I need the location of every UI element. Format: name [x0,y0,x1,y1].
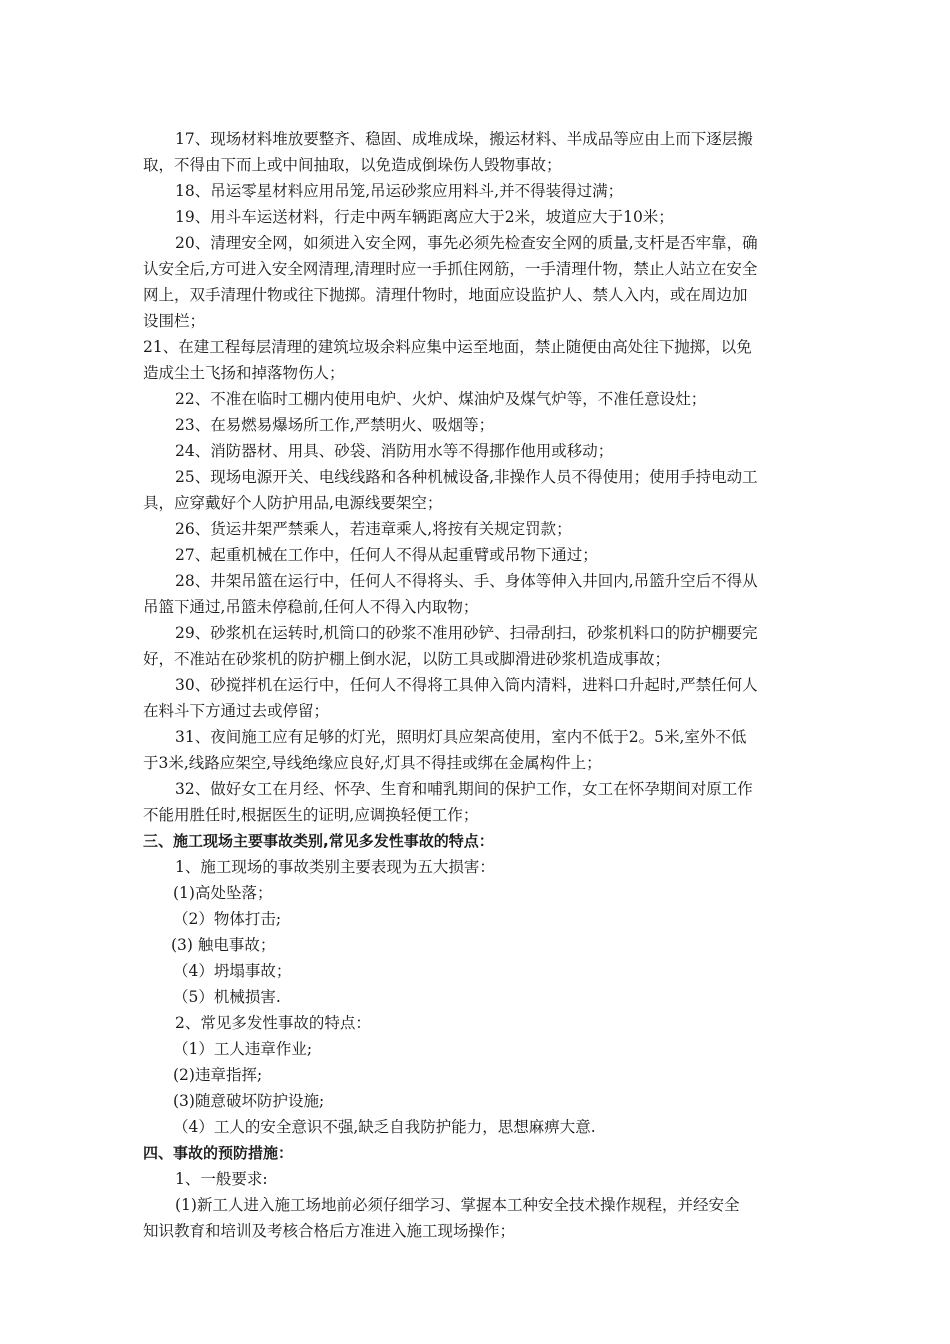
text-line: 设围栏； [143,312,206,330]
text-line: 在料斗下方通过去或停留； [143,702,330,720]
text-line: 18、吊运零星材料应用吊笼,吊运砂浆应用料斗,并不得装得过满； [175,182,624,200]
text-line: (1)高处坠落； [173,884,273,902]
text-line: 23、在易燃易爆场所工作,严禁明火、吸烟等； [175,416,495,434]
document-body [143,126,803,1244]
text-line: 网上，双手清理什物或往下抛掷。清理什物时，地面应设监护人、禁人入内，或在周边加 [143,286,748,304]
text-line: 吊篮下通过,吊篮未停稳前,任何人不得入内取物； [143,598,479,616]
text-line: (3) 触电事故； [171,936,276,954]
section-heading: 三、施工现场主要事故类别,常见多发性事故的特点： [143,832,494,850]
text-line: 32、做好女工在月经、怀孕、生育和哺乳期间的保护工作，女工在怀孕期间对原工作 [175,780,753,798]
text-line: （4）坍塌事故； [173,962,292,980]
text-line: 于3米,线路应架空,导线绝缘应良好,灯具不得挂或绑在金属构件上； [143,754,602,772]
text-line: 22、不准在临时工棚内使用电炉、火炉、煤油炉及煤气炉等，不准任意设灶； [175,390,707,408]
text-line: (1)新工人进入施工场地前必须仔细学习、掌握本工种安全技术操作规程，并经安全 [175,1196,740,1214]
text-line: （2）物体打击; [173,910,282,928]
text-line: 17、现场材料堆放要整齐、稳固、成堆成垛，搬运材料、半成品等应由上而下逐层搬 [175,130,753,148]
text-line: 具，应穿戴好个人防护用品,电源线要架空； [143,494,443,512]
text-line: 27、起重机械在工作中，任何人不得从起重臂或吊物下通过； [175,546,598,564]
text-line: 24、消防器材、用具、砂袋、消防用水等不得挪作他用或移动； [175,442,614,460]
text-line: 26、货运井架严禁乘人，若违章乘人,将按有关规定罚款； [175,520,572,538]
text-line: 31、夜间施工应有足够的灯光，照明灯具应架高使用，室内不低于2。5米,室外不低 [175,728,747,746]
text-line: 造成尘土飞扬和掉落物伤人； [143,364,345,382]
text-line: 29、砂浆机在运转时,机筒口的砂浆不准用砂铲、扫帚刮扫，砂浆机料口的防护棚要完 [175,624,758,642]
text-line: (2)违章指挥; [173,1066,263,1084]
text-line: （4）工人的安全意识不强,缺乏自我防护能力，思想麻痹大意. [173,1118,596,1136]
text-line: 好，不准站在砂浆机的防护棚上倒水泥，以防工具或脚滑进砂浆机造成事故； [143,650,671,668]
text-line: 20、清理安全网，如须进入安全网，事先必须先检查安全网的质量,支杆是否牢靠，确 [175,234,758,252]
text-line: 1、一般要求: [175,1170,268,1188]
text-line: 取，不得由下而上或中间抽取，以免造成倒垛伤人毁物事故； [143,156,562,174]
text-line: 不能用胜任时,根据医生的证明,应调换轻便工作； [143,806,479,824]
text-line: （5）机械损害. [173,988,281,1006]
text-line: 30、砂搅拌机在运行中，任何人不得将工具伸入筒内清料，进料口升起时,严禁任何人 [175,676,758,694]
text-line: 19、用斗车运送材料，行走中两车辆距离应大于2米，坡道应大于10米； [175,208,674,226]
text-line: 认安全后,方可进入安全网清理,清理时应一手抓住网筋，一手清理什物，禁止人站立在安全 [143,260,758,278]
text-line: 28、井架吊篮在运行中，任何人不得将头、手、身体等伸入井回内,吊篮升空后不得从 [175,572,758,590]
text-line: (3)随意破坏防护设施; [173,1092,325,1110]
text-line: （1）工人违章作业; [173,1040,313,1058]
text-line: 21、在建工程每层清理的建筑垃圾余料应集中运至地面，禁止随便由高处往下抛掷，以免 [143,338,752,356]
text-line: 2、常见多发性事故的特点： [175,1014,371,1032]
section-heading: 四、事故的预防措施： [143,1144,294,1162]
text-line: 25、现场电源开关、电线线路和各种机械设备,非操作人员不得使用；使用手持电动工 [175,468,758,486]
text-line: 知识教育和培训及考核合格后方准进入施工现场操作； [143,1222,516,1240]
text-line: 1、施工现场的事故类别主要表现为五大损害： [175,858,495,876]
